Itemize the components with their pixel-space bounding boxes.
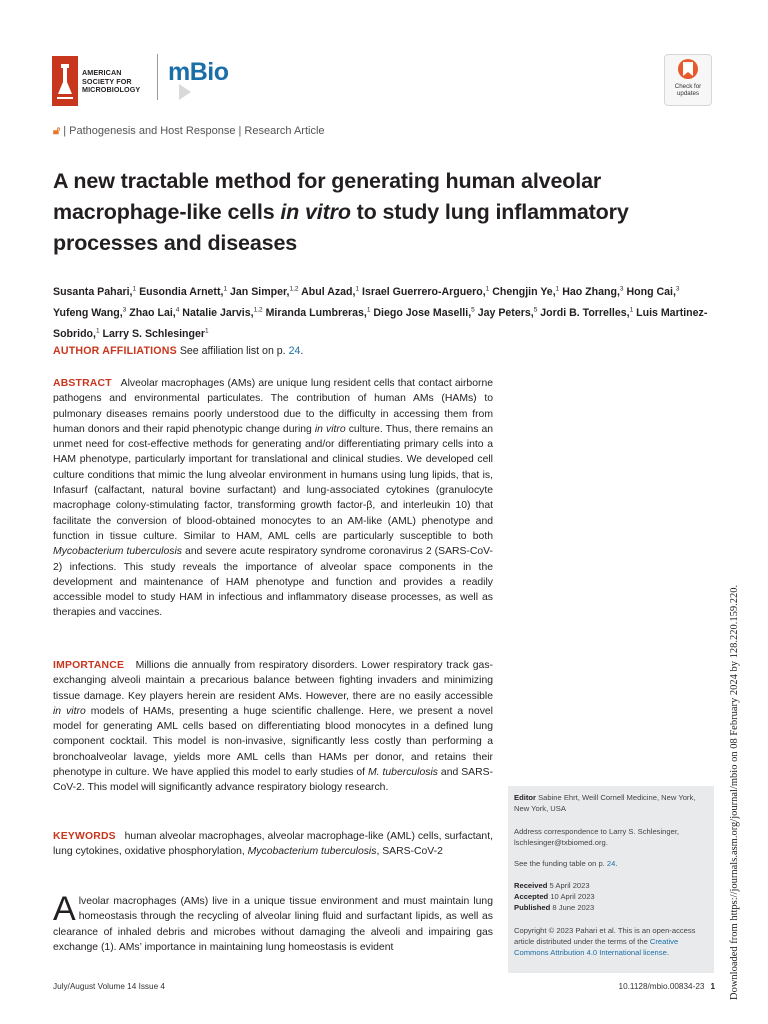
check-label-line: updates — [676, 90, 700, 97]
author-affiliation-number: 1,2 — [253, 306, 263, 314]
abstract-label: ABSTRACT — [53, 378, 112, 389]
keywords-italic: Mycobacterium tuberculosis — [247, 846, 377, 858]
published-value: 8 June 2023 — [552, 903, 595, 912]
download-note: Downloaded from https://journals.asm.org/journal/mbio on 08 February 2024 by 128.220.159.220. — [729, 584, 740, 1000]
author-name — [266, 307, 371, 319]
doi[interactable]: 10.1128/mbio.00834-23 — [618, 982, 705, 991]
check-for-updates-label — [664, 83, 712, 97]
drop-cap: A — [53, 890, 76, 928]
journal-logo: mBio — [168, 58, 229, 86]
affiliations-label: AUTHOR AFFILIATIONS — [53, 345, 177, 357]
funding-end: . — [615, 859, 618, 868]
author-name — [478, 307, 538, 319]
author-affiliation-number: 1 — [555, 285, 560, 292]
author-name-text: Abul Azad, — [301, 285, 356, 298]
author-affiliation-number: 1 — [205, 327, 209, 335]
check-label-line: Check for — [674, 83, 702, 90]
article-category — [53, 125, 325, 138]
footer-doi-page — [560, 982, 715, 991]
keywords-label: KEYWORDS — [53, 831, 116, 842]
author-name — [139, 286, 227, 298]
author-affiliation-number: 3 — [675, 285, 680, 292]
author-name-text: Chengjin Ye, — [492, 285, 556, 298]
author-affiliation-number: 5 — [471, 306, 475, 314]
society-name-line: AMERICAN — [82, 68, 122, 77]
author-name-text: Hong Cai, — [626, 285, 676, 298]
issue-info: July/August Volume 14 Issue 4 — [53, 982, 165, 991]
abstract — [53, 376, 493, 621]
author-name-text: Miranda Lumbreras, — [265, 306, 367, 319]
importance — [53, 658, 493, 796]
author-name-text: Diego Jose Maselli, — [373, 306, 472, 319]
check-for-updates-badge[interactable] — [664, 54, 712, 106]
license-link[interactable]: Creative Commons Attribution 4.0 International license — [514, 937, 679, 957]
funding-text: See the funding table on p. — [514, 859, 607, 868]
affiliations-page-link[interactable]: 24 — [288, 345, 301, 357]
author-affiliation-number: 1 — [355, 285, 360, 292]
author-name-text: Hao Zhang, — [562, 285, 620, 298]
author-name — [373, 307, 474, 319]
correspondence-info: Address correspondence to Larry S. Schlesinger, lschlesinger@txbiomed.org. — [514, 827, 680, 847]
author-name-text: Eusondia Arnett, — [139, 285, 224, 298]
title-text: A new tractable method for generating human alveolar macrophage-like cells — [53, 169, 602, 224]
author-affiliation-number: 1 — [223, 285, 228, 292]
open-access-icon: 🔓︎ — [53, 125, 61, 137]
author-affiliation-number: 1 — [95, 327, 100, 335]
author-name-text: Yufeng Wang, — [53, 306, 123, 319]
author-name — [301, 286, 359, 298]
editor-label: Editor — [514, 793, 536, 802]
author-affiliation-number: 1 — [132, 285, 137, 292]
author-name — [540, 307, 633, 319]
importance-label: IMPORTANCE — [53, 660, 125, 671]
author-affiliation-number: 1,2 — [289, 285, 299, 292]
author-affiliation-number: 1 — [485, 285, 490, 292]
author-name-text: Natalie Jarvis, — [182, 306, 254, 319]
body-text: lveolar macrophages (AMs) live in a unique tissue environment and must maintain lung homeostasis through the recycling of alveolar lining fluid and surfactant lipids, as well as clearance of inhaled debris and microbes without damaging the alveoli and impairing gas exchange (1). AMs’ importance in maintaining lung homeostasis is evident — [53, 896, 493, 953]
author-name — [53, 286, 136, 298]
affiliations-end: . — [300, 345, 304, 357]
accepted-value: 10 April 2023 — [550, 892, 595, 901]
author-name-text: Luis Martinez-Sobrido, — [53, 306, 708, 340]
article-dates — [514, 880, 712, 913]
author-name — [103, 328, 209, 340]
author-name-text: Susanta Pahari, — [53, 285, 133, 298]
copyright-notice — [514, 925, 712, 958]
author-name — [362, 286, 489, 298]
author-name-text: Jordi B. Torrelles, — [540, 306, 630, 319]
author-name — [53, 307, 126, 319]
importance-text: models of HAMs, presenting a huge scientific challenge. Here, we present a novel model for generating AML cells based on differentiating blood monocytes in a defined lung component cocktail. This model is non-invasive, significantly less costly than performing a bronchoalveolar lavage, yields more AML cells than HAMs per donor, and retains their phenotype in culture. We have applied this model to early studies of — [53, 705, 493, 779]
published-date — [514, 902, 712, 913]
affiliations-text: See affiliation list on p. — [179, 345, 289, 357]
author-affiliation-number: 3 — [619, 285, 624, 292]
author-name-text: Larry S. Schlesinger — [102, 327, 205, 340]
author-affiliation-number: 1 — [629, 306, 634, 314]
author-list — [53, 280, 717, 343]
editor-text: Sabine Ehrt, Weill Cornell Medicine, New York, New York, USA — [514, 793, 696, 813]
funding-info — [514, 858, 712, 869]
author-name — [562, 286, 623, 298]
keywords-text: human alveolar macrophages, alveolar macrophage-like (AML) cells, surfactant, lung cytokines, oxidative phosphorylation, — [53, 831, 493, 858]
author-name-text: Zhao Lai, — [129, 306, 176, 319]
author-affiliations — [53, 345, 303, 357]
importance-text: Millions die annually from respiratory disorders. Lower respiratory track gas-exchanging alveoli maintain a precarious balance between fighting invaders and minimizing tissue damage. Key players herein are resident AMs. However, there are no easily accessible — [53, 660, 493, 702]
abstract-italic: in vitro — [314, 423, 346, 435]
accepted-label: Accepted — [514, 892, 549, 901]
author-affiliation-number: 4 — [175, 306, 180, 314]
accepted-date — [514, 891, 712, 902]
abstract-italic: Mycobacterium tuberculosis — [53, 546, 182, 558]
received-value: 5 April 2023 — [549, 881, 590, 890]
author-affiliation-number: 1 — [366, 306, 371, 314]
abstract-text: and severe acute respiratory syndrome coronavirus 2 (SARS-CoV-2) infections. This study reveals the importance of alveolar space components in the development and maintenance of HAM phenotype and function and provides a readily accessible model to study HAM in infectious and inflammatory disease processes, as well as therapies and vaccines. — [53, 546, 493, 619]
bookmark-icon — [665, 55, 711, 85]
editor-info — [514, 792, 712, 814]
received-date — [514, 880, 712, 891]
importance-italic: M. tuberculosis — [368, 767, 438, 779]
published-label: Published — [514, 903, 551, 912]
author-affiliation-number: 3 — [122, 306, 127, 314]
article-title — [53, 166, 693, 259]
author-name-text: Jan Simper, — [230, 285, 290, 298]
received-label: Received — [514, 881, 548, 890]
society-name-line: MICROBIOLOGY — [82, 85, 141, 95]
title-italic: in vitro — [280, 200, 351, 224]
author-affiliation-number: 5 — [533, 306, 538, 314]
keywords — [53, 829, 493, 860]
copyright-end: . — [666, 948, 669, 957]
importance-text: and SARS-CoV-2. This model will significantly advance respiratory biology research. — [53, 767, 493, 794]
abstract-text: culture. Thus, there remains an unmet need for cost-effective methods for generating and/or differentiating primary cells into a HAM phenotype, particularly important for translational and clinical studies. We developed cell culture conditions that mimic the lung alveolar environment in humans using lung lipids, that is, Infasurf (calfactant, natural bovine surfactant) and lung-associated cytokines (granulocyte macrophage colony-stimulating factor, transforming growth factor-β, and interleukin 10) that facilitate the conversion of blood-obtained monocytes to an AM-like (AML) phenotype and function in tissue culture. Similar to HAM, AML cells are particularly susceptible to both — [53, 423, 493, 542]
body-introduction — [53, 890, 493, 955]
author-name-text: Jay Peters, — [477, 306, 534, 319]
author-name — [129, 307, 179, 319]
society-name-line: SOCIETY FOR — [82, 76, 132, 86]
society-name — [82, 69, 140, 95]
category-text: | Pathogenesis and Host Response | Research Article — [63, 125, 325, 137]
author-name — [492, 286, 559, 298]
abstract-text: Alveolar macrophages (AMs) are unique lung resident cells that contact airborne pathogens and environmental particulates. The contribution of human AMs (HAMs) to pulmonary diseases remains poorly understood due to the difficulty in accessing them from human donors and their rapid phenotypic change during — [53, 378, 493, 435]
title-text: to study lung inflammatory processes and diseases — [53, 200, 629, 255]
author-name-text: Israel Guerrero-Arguero, — [362, 285, 486, 298]
author-name — [626, 286, 679, 298]
author-name — [182, 307, 262, 319]
copyright-text: Copyright © 2023 Pahari et al. This is an open-access article distributed under the terms of the — [514, 926, 696, 946]
funding-page-link[interactable]: 24 — [606, 859, 616, 868]
page-number: 1 — [710, 982, 715, 991]
logo-divider — [157, 54, 158, 100]
importance-italic: in vitro — [53, 705, 86, 717]
author-name — [230, 286, 299, 298]
keywords-text: , SARS-CoV-2 — [376, 846, 443, 858]
